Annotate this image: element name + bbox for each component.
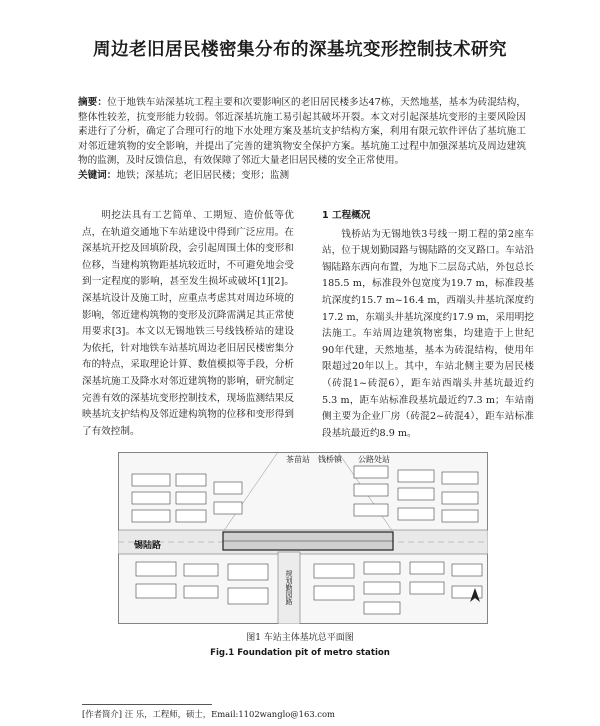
author-footnote: [作者简介] 汪 乐，工程师，硕士，Email:1102wanglo@163.com — [82, 709, 335, 719]
abstract-label: 摘要： — [78, 97, 108, 108]
intro-paragraph: 明挖法具有工艺简单、工期短、造价低等优点，在轨道交通地下车站建设中得到广泛应用。在深基坑开挖及回填阶段，会引起周围土体的变形和位移，当建构筑物距基坑较近时，不可避免地会受到一定程度的影响，甚至发生损坏或破坏[1][2]。深基坑设计及施工时，应重点考虑其对周边环境的影响，邻近建构筑物的变形及沉降需满足其正常使用要求[3]。本文以无锡地铁三号线钱桥站的建设为依托，针对地铁车站基坑周边老旧居民楼密集分布的特点，采取理论计算、数值模拟等手段，分析深基坑施工及降水对邻近建筑物的影响，研究制定完善有效的深基坑变形控制技术，现场监测结果反映基坑支护结构及邻近建构筑物的位移和变形得到了有效控制。 — [82, 210, 294, 437]
section-title: 1 工程概况 — [322, 210, 371, 221]
site-plan-figure — [118, 452, 488, 624]
left-column — [82, 208, 294, 440]
label-tea-garden: 茶苗站 — [286, 455, 310, 464]
abstract-text: 位于地铁车站深基坑工程主要和次要影响区的老旧居民楼多达47栋，天然地基，基本为砖混结构，整体性较差，抗变形能力较弱。邻近深基坑施工易引起其破坏开裂。本文对引起深基坑变形的主要风险因素进行了分析，确定了合理可行的地下水处理方案及基坑支护结构方案，利用有限元软件评估了基坑施工对邻近建筑物的安全影响，并提出了完善的建筑物安全保护方案。基坑施工过程中加强深基坑及周边建筑物的监测，及时反馈信息，有效保障了邻近大量老旧居民楼的安全正常使用。 — [78, 97, 526, 167]
label-xilu-road: 锡陆路 — [134, 541, 162, 551]
label-planned-road: 规划勤园路 — [285, 570, 293, 605]
keywords-label: 关键词： — [78, 169, 117, 181]
abstract-block — [78, 96, 526, 184]
overview-paragraph: 钱桥站为无锡地铁3号线一期工程的第2座车站，位于规划勤园路与锡陆路的交叉路口。车站沿锡陆路东西向布置，为地下二层岛式站，外包总长185.5 m，标准段外包宽度为19.7 m，标准段基坑深度约15.7 m~16.4 m，西端头井基坑深度约17.2 m，东端头井基坑深度约17.9 m，采用明挖法施工。车站周边建筑物密集，均建造于上世纪90年代建，天然地基，基本为砖混结构，使用年限超过20年以上。其中，车站北侧主要为居民楼（砖混1~砖混6），距车站西端头井基坑最近约5.3 m，距车站标准段基坑最近约7.3 m；车站南侧主要为企业厂房（砖混2~砖混4），距车站标准段基坑最近约8.9 m。 — [322, 228, 534, 439]
figure-caption-cn: 图1 车站主体基坑总平面图 — [246, 633, 354, 643]
label-public-office: 公路处站 — [358, 455, 390, 464]
paper-title: 周边老旧居民楼密集分布的深基坑变形控制技术研究 — [93, 40, 507, 60]
right-column — [322, 208, 534, 442]
label-qianqiao-town: 钱桥镇 — [318, 455, 342, 464]
keywords-text: 地铁；深基坑；老旧居民楼；变形；监测 — [116, 169, 290, 181]
figure-caption-en: Fig.1 Foundation pit of metro station — [210, 648, 390, 658]
footnote-rule — [82, 704, 212, 705]
